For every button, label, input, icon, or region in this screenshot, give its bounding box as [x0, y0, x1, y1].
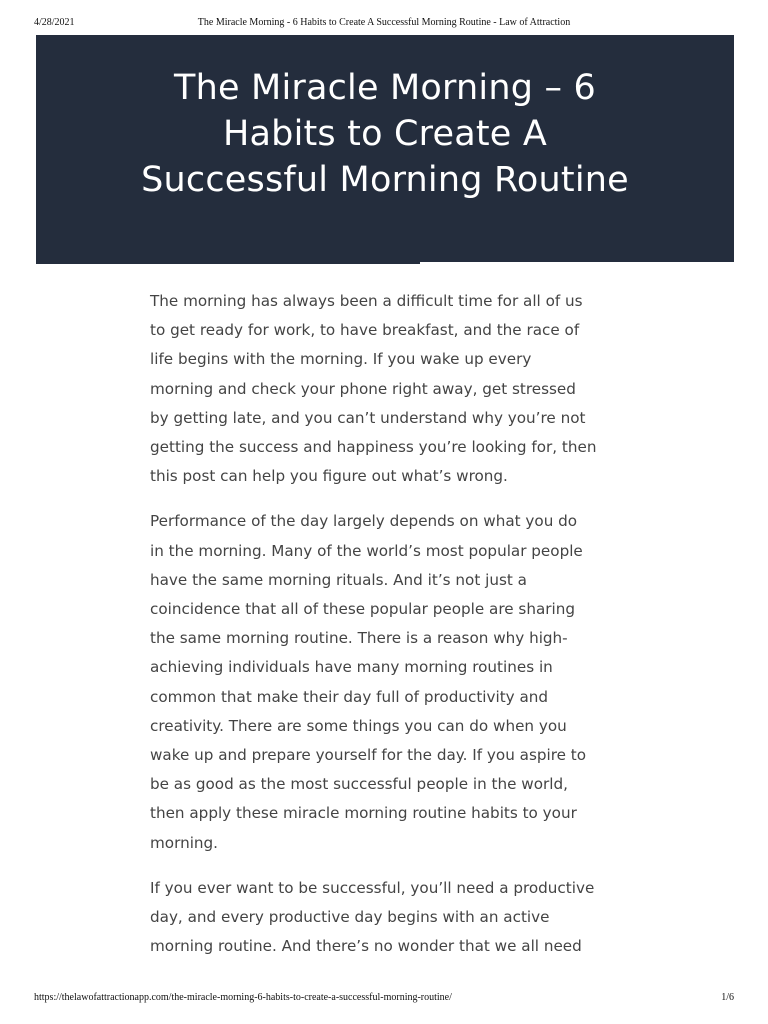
- paragraph-line: coincidence that all of these popular people are sharing: [150, 600, 575, 619]
- paragraph-line: The morning has always been a difficult time for all of us: [150, 292, 583, 310]
- paragraph-line: day, and every productive day begins with an active: [150, 908, 550, 927]
- paragraph-line: achieving individuals have many morning routines in: [150, 658, 553, 677]
- paragraph-line: have the same morning rituals. And it’s not just a: [150, 570, 527, 589]
- article-title-line: Habits to Create A: [222, 114, 548, 154]
- paragraph-line: Performance of the day largely depends on what you do: [150, 512, 578, 531]
- article-body: [150, 287, 630, 977]
- paragraph-line: getting the success and happiness you’re looking for, then: [150, 438, 597, 457]
- print-date: 4/28/2021: [34, 17, 75, 28]
- print-header: [0, 17, 768, 31]
- paragraph-line: the same morning routine. There is a reason why high-: [150, 629, 568, 648]
- paragraph-line: in the morning. Many of the world’s most popular people: [150, 541, 583, 560]
- article-title: [36, 65, 734, 203]
- article-title-line: Successful Morning Routine: [141, 160, 629, 200]
- article-paragraph: [150, 287, 630, 491]
- print-page-number: 1/6: [721, 992, 734, 1003]
- hero-banner: [36, 35, 734, 262]
- paragraph-line: be as good as the most successful people in the world,: [150, 775, 568, 794]
- paragraph-line: If you ever want to be successful, you’ll need a productive: [150, 878, 595, 897]
- print-url: https://thelawofattractionapp.com/the-miracle-morning-6-habits-to-create-a-successful-morning-routine/: [34, 992, 452, 1003]
- paragraph-line: to get ready for work, to have breakfast, and the race of: [150, 321, 580, 340]
- paragraph-line: life begins with the morning. If you wake up every: [150, 350, 532, 369]
- paragraph-line: creativity. There are some things you can do when you: [150, 716, 567, 735]
- article-paragraph: [150, 507, 630, 857]
- paragraph-line: morning.: [150, 833, 219, 852]
- hero-banner-edge: [36, 261, 420, 264]
- paragraph-line: common that make their day full of productivity and: [150, 687, 549, 706]
- paragraph-line: then apply these miracle morning routine habits to your: [150, 804, 577, 823]
- print-footer: [0, 992, 768, 1006]
- paragraph-line: morning and check your phone right away, get stressed: [150, 379, 576, 398]
- article-title-line: The Miracle Morning – 6: [174, 68, 596, 108]
- print-page-title: The Miracle Morning - 6 Habits to Create A Successful Morning Routine - Law of Attraction: [197, 17, 571, 28]
- paragraph-line: wake up and prepare yourself for the day. If you aspire to: [150, 746, 587, 765]
- paragraph-line: this post can help you figure out what’s wrong.: [150, 467, 508, 486]
- paragraph-line: morning routine. And there’s no wonder that we all need: [150, 937, 582, 956]
- article-paragraph: [150, 874, 630, 962]
- paragraph-line: by getting late, and you can’t understand why you’re not: [150, 408, 586, 427]
